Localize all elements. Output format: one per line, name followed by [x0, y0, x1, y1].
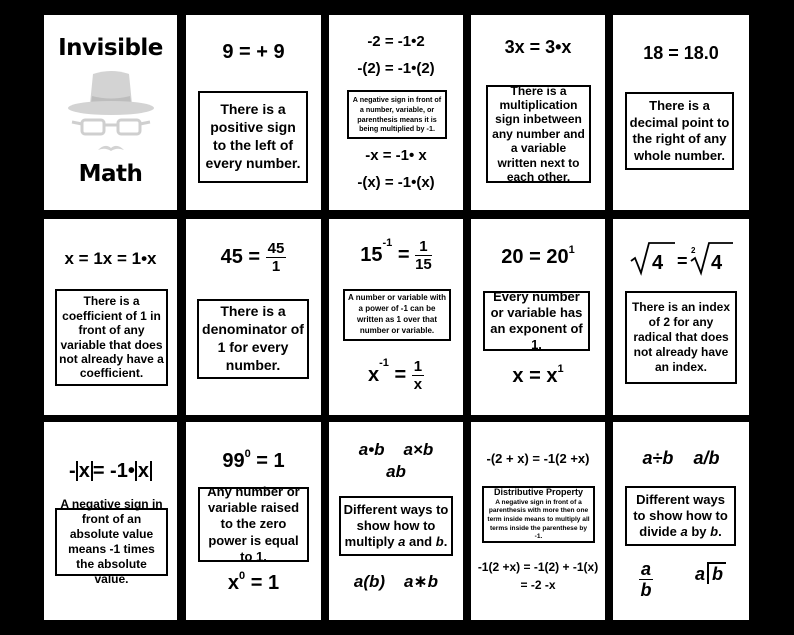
fraction-numerator: 1	[413, 358, 423, 375]
form-parentheses: a(b)	[353, 572, 386, 591]
equation	[186, 450, 321, 473]
equals-sign: =	[397, 243, 410, 266]
equation: -(2 + x) = -1(2 +x)	[486, 451, 590, 466]
rule-text: There is an index of 2 for any radical that does not already have an index.	[631, 300, 731, 374]
rule-box	[347, 90, 447, 139]
rule-box	[339, 496, 453, 556]
var-a: a	[398, 534, 406, 550]
form-dot: a•b	[358, 440, 385, 459]
card-negative-sign	[329, 15, 463, 210]
exponent: 0	[239, 570, 246, 582]
var-b: b	[710, 524, 719, 540]
by-word: by	[691, 524, 707, 540]
equation: 3x = 3•x	[504, 37, 572, 57]
absolute-value-lhs: x	[76, 461, 93, 481]
rule-box	[55, 289, 168, 386]
exponent: 0	[244, 448, 251, 460]
rule-text: There is a decimal point to the right of any whole number.	[629, 98, 730, 163]
base: x	[367, 363, 380, 386]
card-exponent-one	[471, 219, 605, 415]
rule-text: A negative sign in front of an absolute value means -1 times the absolute value.	[60, 497, 163, 586]
rule-text: A negative sign in front of a parenthesis with more then one term inside means to multiply all terms inside the parenthese by -1.	[487, 498, 590, 541]
form-juxtaposition: ab	[386, 462, 406, 481]
rule-box	[198, 91, 308, 183]
rule-text: There is a positive sign to the left of every number.	[205, 101, 301, 171]
exponent: 1	[568, 244, 575, 256]
equation-2: -(2) = -1•(2)	[357, 60, 435, 77]
card-invisible-math-title	[44, 15, 177, 210]
rule-box	[486, 85, 591, 183]
and-word: and	[409, 534, 433, 550]
base: 99	[222, 450, 245, 472]
rule-text: There is a multiplication sign inbetween any number and a variable written next to each other.	[492, 83, 585, 184]
rule-text: A negative sign in front of a number, variable, or parenthesis means it is being multiplied by -1.	[352, 95, 442, 134]
card-multiply-ways	[329, 422, 463, 620]
card-absolute-value	[44, 422, 177, 620]
equation: 9 = + 9	[222, 41, 285, 63]
divisor-label: b	[707, 562, 726, 584]
equals-sign: =	[394, 363, 407, 386]
equation-4: -(x) = -1•(x)	[357, 174, 435, 191]
card-radical-index	[613, 219, 749, 415]
rule-box	[198, 483, 309, 564]
rule-text-main: Different ways to show how to multiply	[343, 501, 449, 550]
equation-rhs: = 1	[250, 572, 280, 594]
var-a: a	[680, 524, 688, 540]
exponent: -1	[379, 357, 389, 369]
rule-text: Different ways to show how to divide a by b.	[633, 491, 728, 540]
rule-box	[482, 486, 595, 543]
card-denominator	[186, 219, 321, 415]
base: 15	[360, 243, 383, 266]
title-word-invisible: Invisible	[58, 35, 163, 61]
equation-lhs: 20 = 20	[501, 246, 569, 268]
equation-2: -1(2 +x) = -1(2) + -1(x)	[477, 560, 599, 574]
form-fraction	[639, 560, 653, 599]
card-distributive-property	[471, 422, 605, 620]
absolute-value-rhs: x	[135, 461, 152, 481]
fraction	[266, 241, 287, 274]
card-negative-exponent	[329, 219, 463, 415]
rule-text-main: Different ways to show how to divide	[633, 491, 728, 540]
index: 2	[691, 246, 696, 255]
rule-text: Any number or variable raised to the zero power is equal to 1.	[207, 483, 300, 564]
radical-equation	[627, 239, 735, 279]
equation: x = 1x = 1•x	[64, 249, 157, 268]
equation-1: -2 = -1•2	[367, 33, 425, 50]
var-b: b	[435, 534, 444, 550]
equation-2	[471, 365, 605, 388]
card-decimal-point	[613, 15, 749, 210]
rule-title: Distributive Property	[493, 487, 584, 498]
equals-sign: =	[677, 251, 688, 271]
fraction	[412, 359, 424, 392]
equation: 18 = 18.0	[643, 43, 719, 63]
rule-text: There is a coefficient of 1 in front of any variable that does not already have a coefficient.	[59, 294, 164, 381]
card-zero-power	[186, 422, 321, 620]
equation	[329, 239, 463, 272]
equation	[471, 246, 605, 269]
equation-rhs: = 1	[256, 450, 285, 472]
exponent: 1	[557, 363, 564, 375]
fraction-denominator: b	[640, 580, 652, 600]
radicand-2: 4	[711, 252, 723, 274]
rule-box	[197, 299, 309, 379]
rule-box	[483, 288, 590, 353]
form-times: a×b	[403, 440, 434, 459]
equation: - x = -1• x	[44, 460, 177, 483]
rule-text: A number or variable with a power of -1 can be written as 1 over that number or variable.	[348, 293, 446, 335]
form-obelus: a÷b	[642, 448, 674, 468]
fraction-denominator: x	[413, 376, 423, 393]
multiply-forms-bottom	[329, 572, 463, 592]
rule-text: There is a denominator of 1 for every number.	[202, 303, 304, 373]
rule-box	[625, 486, 736, 546]
equation-2	[329, 359, 463, 392]
radicand-1: 4	[652, 252, 664, 274]
multiply-forms-top	[329, 440, 463, 460]
fraction-denominator: 15	[415, 256, 432, 273]
equation	[186, 241, 321, 274]
rule-text: Different ways to show how to multiply a and b.	[343, 501, 449, 550]
fraction-numerator: 1	[415, 239, 432, 256]
exponent: -1	[382, 237, 393, 249]
fraction-numerator: a	[641, 559, 652, 579]
card-divide-ways	[613, 422, 749, 620]
equation-lhs: 45 =	[220, 245, 261, 268]
dividend-label: a	[695, 564, 706, 584]
form-long-division	[695, 564, 726, 585]
title-word-math: Math	[78, 161, 143, 187]
rule-text: Every number or variable has an exponent of 1.	[490, 288, 583, 353]
form-slash: a/b	[693, 448, 720, 468]
base: x	[227, 572, 240, 594]
fraction-denominator: 1	[271, 258, 281, 275]
rule-box	[343, 289, 451, 341]
rule-box	[55, 497, 168, 586]
divide-forms-top	[613, 448, 749, 469]
equation-2	[186, 572, 321, 595]
rule-box	[625, 291, 737, 384]
fraction	[415, 239, 432, 272]
equation-3: -x = -1• x	[365, 147, 427, 164]
invisible-man-icon	[68, 70, 154, 158]
equation-lhs: x = x	[512, 365, 558, 387]
card-multiplication-sign	[471, 15, 605, 210]
form-asterisk: a∗b	[403, 572, 439, 591]
equation-3: = -2 -x	[520, 578, 556, 592]
card-positive-sign	[186, 15, 321, 210]
rule-box	[625, 92, 734, 170]
fraction-numerator: 45	[267, 240, 285, 257]
card-coefficient	[44, 219, 177, 415]
equation-mid: = -1•	[92, 460, 135, 482]
